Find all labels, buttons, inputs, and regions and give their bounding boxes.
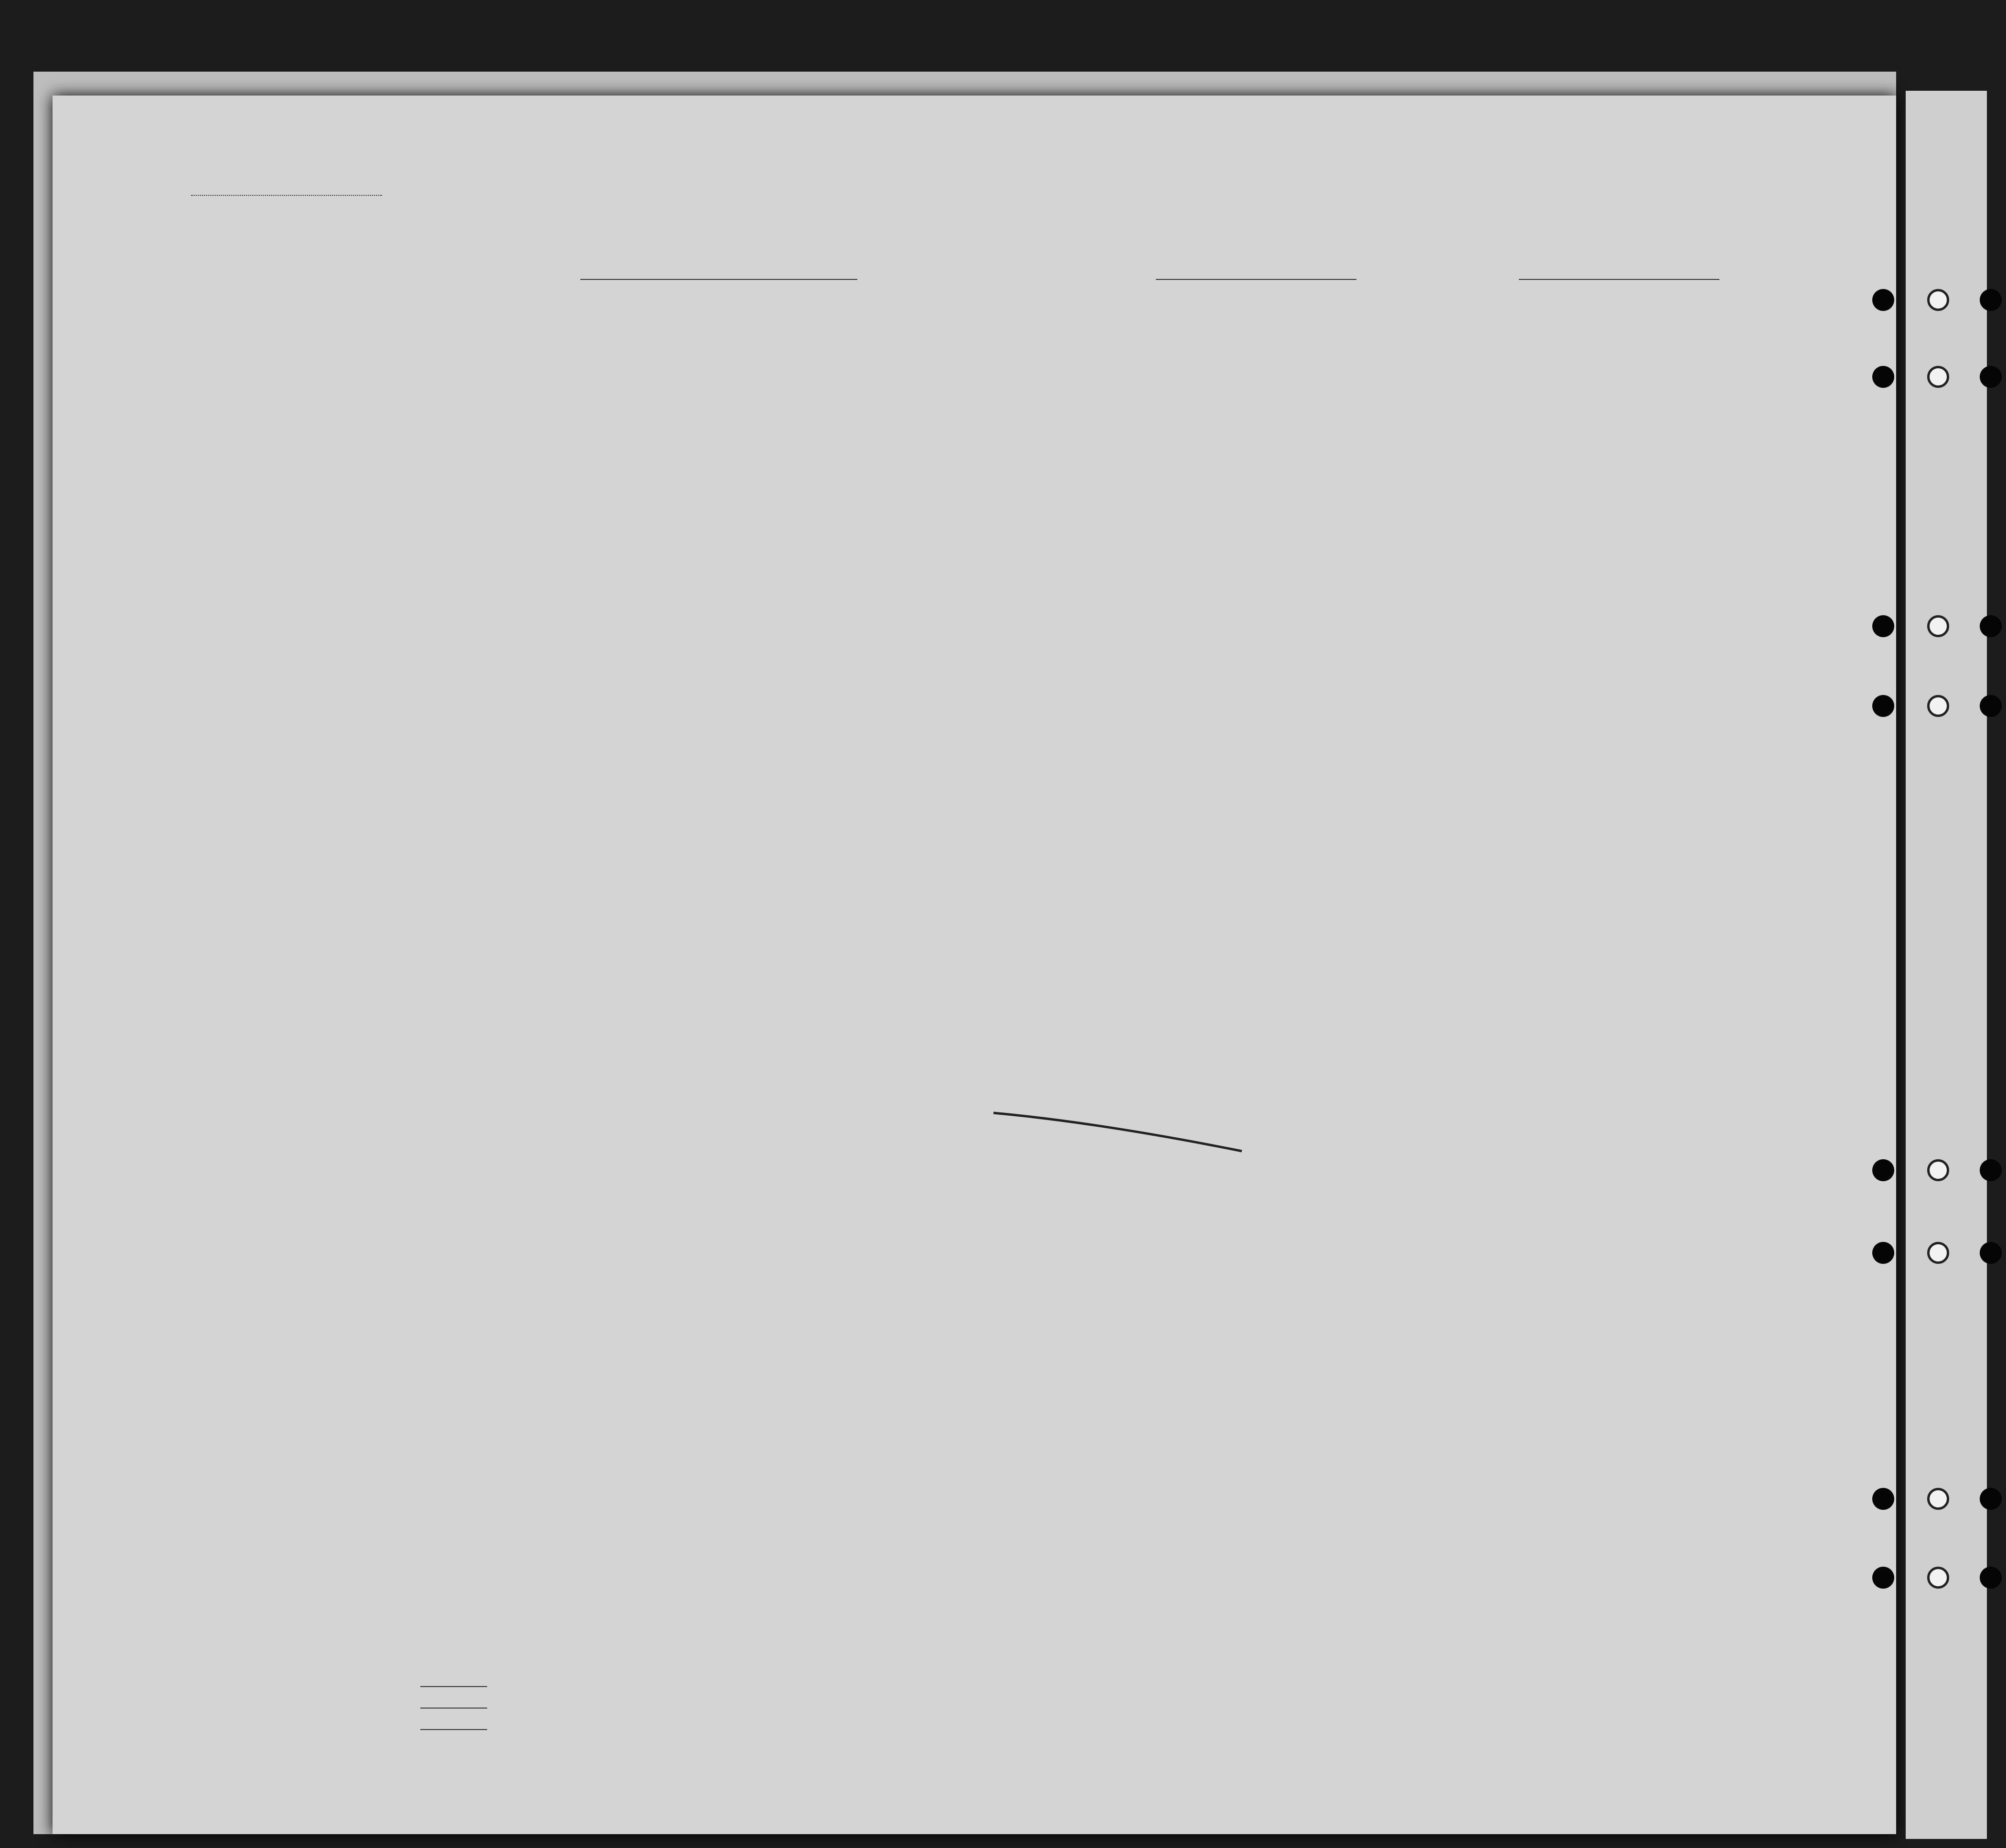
us-citizens-value (420, 1708, 487, 1709)
total-passengers-value (420, 1686, 487, 1687)
aliens-value (420, 1729, 487, 1730)
strike-line (993, 1113, 1242, 1151)
